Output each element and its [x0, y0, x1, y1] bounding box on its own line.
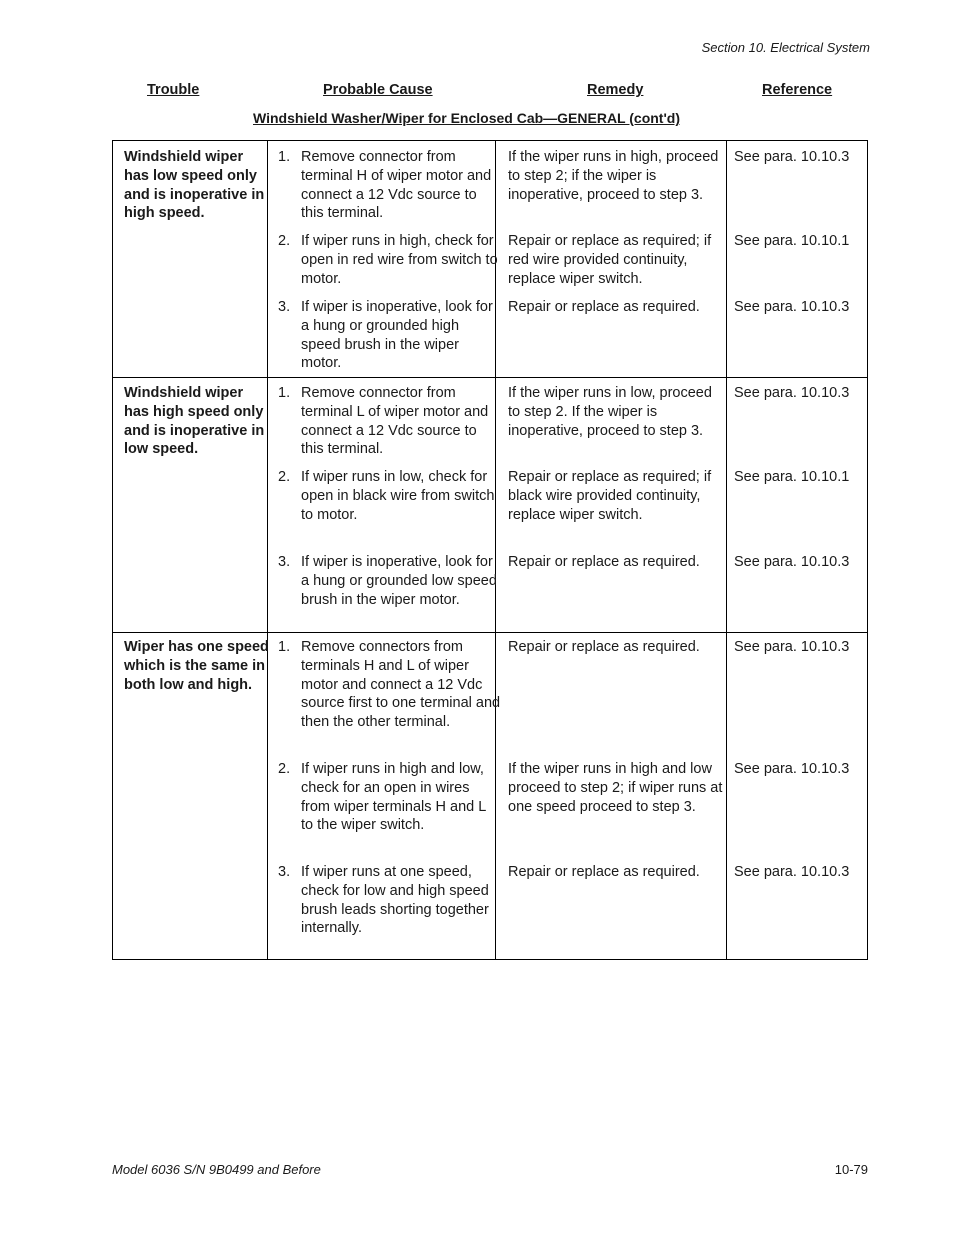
remedy-cell: Repair or replace as required. [508, 864, 700, 880]
remedy-cell: If the wiper runs in high and low proceed to step 2; if wiper runs at one speed proceed to step 3. [508, 761, 723, 815]
column-divider [267, 141, 268, 959]
trouble-cell: Wiper has one speed which is the same in both low and high. [124, 639, 269, 693]
step-number: 3. [278, 864, 291, 880]
trouble-cell: Windshield wiper has low speed only and is inoperative in high speed. [124, 149, 265, 222]
column-header-reference: Reference [762, 82, 833, 98]
remedy-cell: Repair or replace as required. [508, 299, 700, 315]
reference-cell: See para. 10.10.3 [734, 149, 850, 165]
step-number: 2. [278, 469, 291, 485]
page-number: 10-79 [834, 1162, 868, 1177]
footer-model: Model 6036 S/N 9B0499 and Before [112, 1162, 321, 1177]
step-number: 1. [278, 639, 291, 655]
trouble-cell: Windshield wiper has high speed only and is inoperative in low speed. [124, 385, 265, 458]
cause-cell: Remove connectors from terminals H and L of wiper motor and connect a 12 Vdc source first to one terminal and then the other terminal. [301, 639, 501, 731]
cause-cell: If wiper is inoperative, look for a hung or grounded low speed brush in the wiper motor. [301, 554, 497, 608]
step-number: 2. [278, 233, 291, 249]
table-subtitle: Windshield Washer/Wiper for Enclosed Cab—GENERAL (cont'd) [253, 110, 680, 126]
step-number: 1. [278, 149, 291, 165]
reference-cell: See para. 10.10.1 [734, 233, 850, 249]
cause-cell: Remove connector from terminal L of wiper motor and connect a 12 Vdc source to this terminal. [301, 385, 489, 458]
cause-cell: If wiper is inoperative, look for a hung or grounded high speed brush in the wiper motor. [301, 299, 493, 372]
step-number: 1. [278, 385, 291, 401]
reference-cell: See para. 10.10.3 [734, 761, 850, 777]
row-divider [113, 377, 867, 378]
remedy-cell: Repair or replace as required. [508, 639, 700, 655]
step-number: 2. [278, 761, 291, 777]
reference-cell: See para. 10.10.1 [734, 469, 850, 485]
column-divider [726, 141, 727, 959]
column-header-cause: Probable Cause [323, 82, 433, 98]
remedy-cell: Repair or replace as required; if black wire provided continuity, replace wiper switch. [508, 469, 712, 523]
remedy-cell: Repair or replace as required. [508, 554, 700, 570]
reference-cell: See para. 10.10.3 [734, 299, 850, 315]
remedy-cell: Repair or replace as required; if red wire provided continuity, replace wiper switch. [508, 233, 712, 287]
reference-cell: See para. 10.10.3 [734, 864, 850, 880]
cause-cell: If wiper runs in low, check for open in black wire from switch to motor. [301, 469, 495, 523]
row-divider [113, 632, 867, 633]
cause-cell: If wiper runs at one speed, check for low and high speed brush leads shorting together internally. [301, 864, 489, 937]
cause-cell: If wiper runs in high, check for open in red wire from switch to motor. [301, 233, 498, 287]
column-header-remedy: Remedy [587, 82, 644, 98]
reference-cell: See para. 10.10.3 [734, 385, 850, 401]
remedy-cell: If the wiper runs in low, proceed to step 2. If the wiper is inoperative, proceed to step 3. [508, 385, 712, 439]
cause-cell: Remove connector from terminal H of wiper motor and connect a 12 Vdc source to this terminal. [301, 149, 492, 222]
reference-cell: See para. 10.10.3 [734, 554, 850, 570]
reference-cell: See para. 10.10.3 [734, 639, 850, 655]
column-headers [0, 82, 954, 102]
column-header-trouble: Trouble [147, 82, 200, 98]
remedy-cell: If the wiper runs in high, proceed to step 2; if the wiper is inoperative, proceed to step 3. [508, 149, 719, 203]
cause-cell: If wiper runs in high and low, check for an open in wires from wiper terminals H and L to the wiper switch. [301, 761, 486, 834]
troubleshooting-table [112, 140, 868, 960]
section-header: Section 10. Electrical System [701, 40, 870, 55]
step-number: 3. [278, 299, 291, 315]
step-number: 3. [278, 554, 291, 570]
